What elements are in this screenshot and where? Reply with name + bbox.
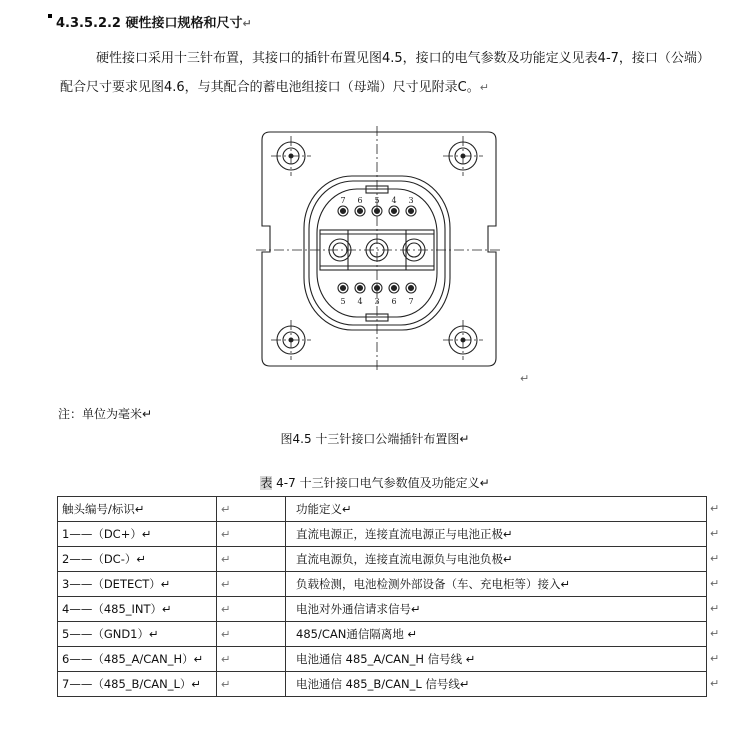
flange-outline: [262, 132, 496, 366]
pin-label-bottom: 6: [391, 297, 397, 306]
pin-id-cell: 3——（DETECT）↵: [58, 572, 217, 597]
blank-cell: ↵: [217, 672, 286, 697]
section-title: 硬性接口规格和尺寸: [125, 16, 243, 31]
row-end-mark-icon: ↵: [710, 602, 720, 615]
pin-id-cell: 7——（485_B/CAN_L）↵: [58, 672, 217, 697]
function-cell: 电池对外通信请求信号↵: [286, 597, 707, 622]
table-row: [58, 647, 707, 672]
section-number: 4.3.5.2.2: [56, 16, 121, 31]
signal-pin-bottom: [389, 283, 399, 293]
pin-label-bottom: 4: [357, 297, 363, 306]
table-row: [58, 547, 707, 572]
pin-id-cell: 2——（DC-）↵: [58, 547, 217, 572]
intro-paragraph: [60, 44, 720, 102]
row-end-mark-icon: ↵: [710, 577, 720, 590]
table-caption-highlight: 表: [260, 476, 273, 490]
table-row: [58, 572, 707, 597]
table-caption: [0, 474, 750, 491]
pin-label-top: 5: [374, 196, 380, 205]
function-cell: 负载检测，电池检测外部设备（车、充电柜等）接入↵: [286, 572, 707, 597]
pin-label-top: 3: [408, 196, 414, 205]
table-header-row: [58, 497, 707, 522]
row-end-mark-icon: ↵: [710, 652, 720, 665]
signal-pin-bottom: [406, 283, 416, 293]
intro-text: 硬性接口采用十三针布置，其接口的插针布置见图4.5，接口的电气参数及功能定义见表4-7，接口（公端）配合尺寸要求见图4.6，与其配合的蓄电池组接口（母端）尺寸见附录C。: [60, 51, 710, 95]
header-cell-function: 功能定义↵: [286, 497, 707, 522]
row-end-mark-icon: ↵: [710, 677, 720, 690]
row-end-mark-icon: ↵: [710, 552, 720, 565]
unit-note: 注：单位为毫米↵: [58, 407, 153, 421]
function-cell: 电池通信 485_B/CAN_L 信号线↵: [286, 672, 707, 697]
pin-label-top: 6: [357, 196, 363, 205]
blank-cell: ↵: [217, 572, 286, 597]
signal-pin-top: [389, 206, 399, 216]
function-cell: 电池通信 485_A/CAN_H 信号线 ↵: [286, 647, 707, 672]
header-cell-pin: 触头编号/标识↵: [58, 497, 217, 522]
pin-id-cell: 5——（GND1）↵: [58, 622, 217, 647]
connector-drawing: [256, 126, 502, 376]
pin-label-bottom: 7: [408, 297, 414, 306]
paragraph-mark-icon: ↵: [242, 17, 252, 30]
pin-label-top: 4: [391, 196, 397, 205]
table-row: [58, 522, 707, 547]
pin-id-cell: 4——（485_INT）↵: [58, 597, 217, 622]
signal-pin-top: [338, 206, 348, 216]
blank-cell: ↵: [217, 547, 286, 572]
blank-cell: ↵: [217, 597, 286, 622]
row-end-mark-icon: ↵: [710, 527, 720, 540]
row-end-mark-icon: ↵: [710, 627, 720, 640]
function-cell: 直流电源正，连接直流电源正与电池正极↵: [286, 522, 707, 547]
blank-cell: ↵: [217, 647, 286, 672]
table-row: [58, 597, 707, 622]
connector-figure: [256, 126, 502, 380]
header-cell-blank: ↵: [217, 497, 286, 522]
paragraph-mark-icon: ↵: [520, 372, 530, 385]
function-cell: 485/CAN通信隔离地 ↵: [286, 622, 707, 647]
row-end-mark-icon: ↵: [710, 502, 720, 515]
section-heading: [48, 12, 252, 31]
bullet-icon: [48, 14, 52, 18]
blank-cell: ↵: [217, 522, 286, 547]
paragraph-mark-icon: ↵: [479, 81, 489, 94]
blank-cell: ↵: [217, 622, 286, 647]
signal-pin-top: [406, 206, 416, 216]
pin-definition-table: [57, 496, 707, 697]
figure-caption: 图4.5 十三针接口公端插针布置图↵: [280, 432, 470, 446]
function-cell: 直流电源负，连接直流电源负与电池负极↵: [286, 547, 707, 572]
signal-pin-bottom: [338, 283, 348, 293]
table-row: [58, 622, 707, 647]
pin-id-cell: 6——（485_A/CAN_H）↵: [58, 647, 217, 672]
pin-label-top: 7: [340, 196, 346, 205]
table-row: [58, 672, 707, 697]
pin-label-bottom: 5: [340, 297, 346, 306]
pin-label-bottom: 3: [374, 297, 380, 306]
center-lines: [256, 126, 502, 372]
signal-pin-top: [355, 206, 365, 216]
table-caption-text: 4-7 十三针接口电气参数值及功能定义↵: [272, 476, 490, 490]
signal-pin-bottom: [355, 283, 365, 293]
pin-id-cell: 1——（DC+）↵: [58, 522, 217, 547]
